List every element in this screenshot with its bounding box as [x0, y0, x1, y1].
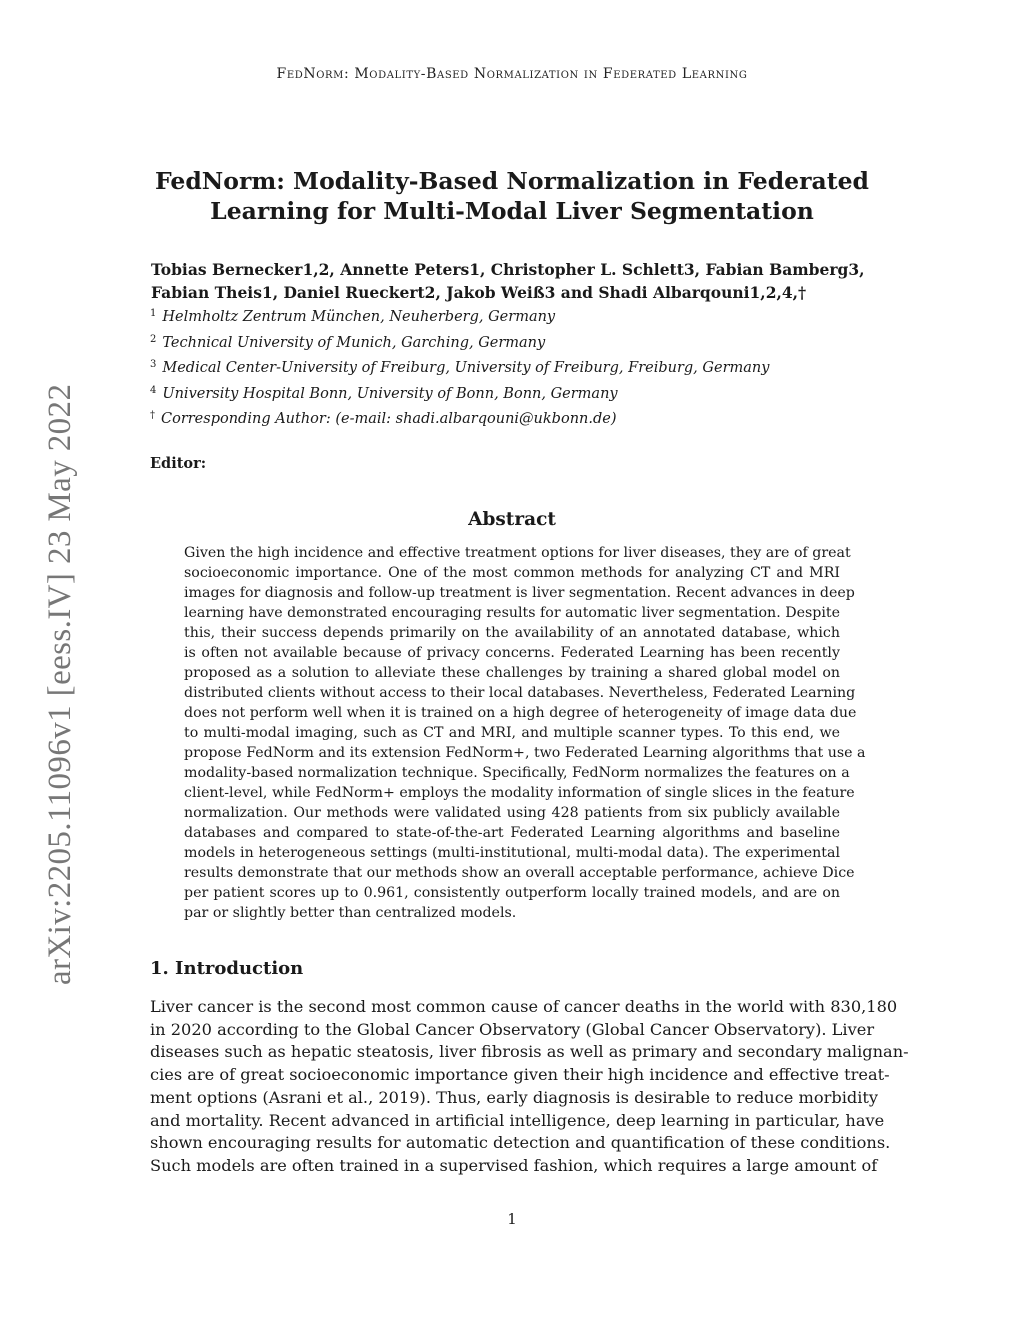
title-line: Learning for Multi-Modal Liver Segmentation	[210, 197, 814, 225]
intro-line: Such models are often trained in a supervised fashion, which requires a large amount of	[150, 1155, 878, 1175]
affiliation	[150, 329, 910, 355]
abstract-line: this, their success depends primarily on the availability of an annotated database, which	[184, 625, 840, 641]
abstract-line: socioeconomic importance. One of the most common methods for analyzing CT and MRI	[184, 565, 840, 581]
intro-line: in 2020 according to the Global Cancer Observatory (Global Cancer Observatory). Liver	[150, 1019, 875, 1039]
abstract-line: results demonstrate that our methods show an overall acceptable performance, achieve Dice	[184, 865, 855, 881]
affiliation-mark: †	[150, 410, 155, 421]
author-list	[151, 258, 911, 304]
abstract-line: Given the high incidence and effective treatment options for liver diseases, they are of great	[184, 545, 851, 561]
intro-line: and mortality. Recent advanced in artificial intelligence, deep learning in particular, have	[150, 1110, 885, 1130]
abstract-line: normalization. Our methods were validated using 428 patients from six publicly available	[184, 805, 840, 821]
running-header: FedNorm: Modality-Based Normalization in Federated Learning	[276, 66, 748, 82]
abstract-line: proposed as a solution to alleviate these challenges by training a shared global model on	[184, 665, 840, 681]
abstract-line: distributed clients without access to their local databases. Nevertheless, Federated Learning	[184, 685, 856, 701]
paper-title	[150, 166, 874, 226]
affiliation	[150, 303, 910, 329]
abstract-line: is often not available because of privacy concerns. Federated Learning has been recently	[184, 645, 840, 661]
affiliation-mark: 1	[150, 308, 157, 319]
arxiv-stamp: arXiv:2205.11096v1 [eess.IV] 23 May 2022	[42, 383, 78, 985]
affiliation-mark: 4	[150, 384, 157, 396]
intro-line: ment options (Asrani et al., 2019). Thus, early diagnosis is desirable to reduce morbidity	[150, 1087, 879, 1107]
affiliation	[150, 354, 910, 380]
abstract-line: propose FedNorm and its extension FedNorm+, two Federated Learning algorithms that use a	[184, 745, 866, 761]
affiliation-text: University Hospital Bonn, University of Bonn, Bonn, Germany	[162, 385, 618, 402]
abstract-line: par or slightly better than centralized models.	[184, 905, 517, 921]
abstract-line: models in heterogeneous settings (multi-institutional, multi-modal data). The experimental	[184, 845, 840, 861]
abstract-body	[184, 543, 866, 923]
author-line: Tobias Bernecker1,2, Annette Peters1, Christopher L. Schlett3, Fabian Bamberg3,	[151, 260, 865, 279]
affiliation-text: Corresponding Author: (e-mail: shadi.albarqouni@ukbonn.de)	[161, 411, 617, 427]
affiliation-mark: 3	[150, 359, 157, 370]
page-number: 1	[507, 1210, 517, 1228]
affiliation	[150, 405, 910, 431]
abstract-line: learning have demonstrated encouraging results for automatic liver segmentation. Despite	[184, 605, 840, 621]
intro-line: Liver cancer is the second most common cause of cancer deaths in the world with 830,180	[150, 997, 898, 1016]
abstract-line: to multi-modal imaging, such as CT and MRI, and multiple scanner types. To this end, we	[184, 725, 840, 741]
abstract-line: does not perform well when it is trained on a high degree of heterogeneity of image data due	[184, 705, 857, 721]
editor-label: Editor:	[150, 455, 207, 472]
intro-line: shown encouraging results for automatic detection and quantification of these conditions.	[150, 1133, 891, 1153]
abstract-line: databases and compared to state-of-the-art Federated Learning algorithms and baseline	[184, 825, 840, 841]
intro-line: cies are of great socioeconomic importance given their high incidence and effective treat-	[150, 1065, 890, 1085]
section-heading-introduction: 1. Introduction	[150, 958, 304, 979]
abstract-line: modality-based normalization technique. Specifically, FedNorm normalizes the features on a	[184, 765, 850, 781]
author-line: Fabian Theis1, Daniel Rueckert2, Jakob Weiß3 and Shadi Albarqouni1,2,4,†	[151, 283, 807, 302]
abstract-line: per patient scores up to 0.961, consistently outperform locally trained models, and are on	[184, 885, 840, 901]
affiliation-mark: 2	[150, 333, 157, 345]
introduction-body	[150, 996, 909, 1178]
abstract-heading: Abstract	[468, 509, 556, 530]
affiliation-list	[150, 303, 910, 431]
affiliation-text: Medical Center-University of Freiburg, University of Freiburg, Freiburg, Germany	[162, 360, 770, 376]
affiliation-text: Technical University of Munich, Garching, Germany	[162, 334, 546, 351]
title-line: FedNorm: Modality-Based Normalization in Federated	[155, 167, 869, 195]
abstract-line: images for diagnosis and follow-up treatment is liver segmentation. Recent advances in deep	[184, 585, 855, 601]
affiliation-text: Helmholtz Zentrum München, Neuherberg, Germany	[162, 309, 556, 325]
abstract-line: client-level, while FedNorm+ employs the modality information of single slices in the feature	[184, 785, 855, 801]
affiliation	[150, 380, 910, 406]
intro-line: diseases such as hepatic steatosis, liver fibrosis as well as primary and secondary malignan-	[150, 1042, 909, 1062]
